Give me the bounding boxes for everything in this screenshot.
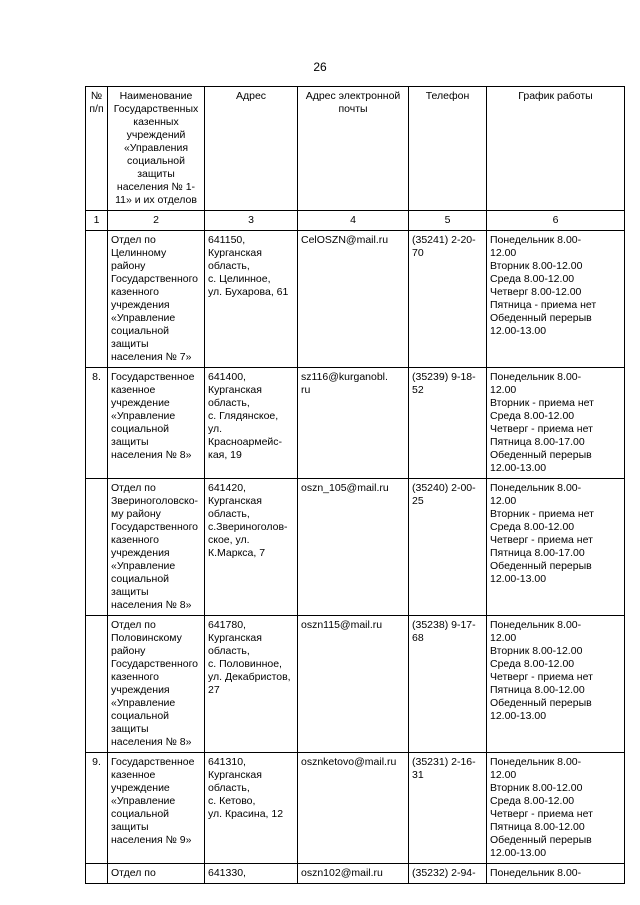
row-schedule: Понедельник 8.00- 12.00 Вторник - приема нет Среда 8.00-12.00 Четверг - приема нет Пятница 8.00-17.00 Обеденный перерыв 12.00-13.00 bbox=[487, 368, 625, 479]
row-email: oszn_105@mail.ru bbox=[298, 479, 409, 616]
row-phone: (35240) 2-00- 25 bbox=[409, 479, 487, 616]
row-schedule: Понедельник 8.00- 12.00 Вторник - приема нет Среда 8.00-12.00 Четверг - приема нет Пятница 8.00-17.00 Обеденный перерыв 12.00-13.00 bbox=[487, 479, 625, 616]
header-schedule: График работы bbox=[487, 87, 625, 211]
row-address: 641780, Курганская область, с. Половинное, ул. Декабристов, 27 bbox=[205, 616, 298, 753]
header-email: Адрес электронной почты bbox=[298, 87, 409, 211]
column-number: 6 bbox=[487, 211, 625, 231]
row-num: 9. bbox=[86, 753, 108, 864]
column-number-row bbox=[86, 211, 625, 231]
table-row bbox=[86, 753, 625, 864]
header-phone: Телефон bbox=[409, 87, 487, 211]
table-row bbox=[86, 616, 625, 753]
table-row bbox=[86, 864, 625, 884]
institutions-table bbox=[85, 86, 625, 884]
table-header-row bbox=[86, 87, 625, 211]
row-name: Отдел по bbox=[108, 864, 205, 884]
row-num bbox=[86, 864, 108, 884]
row-num: 8. bbox=[86, 368, 108, 479]
row-name: Отдел по Половинскому району Государственного казенного учреждения «Управление социальной защиты населения № 8» bbox=[108, 616, 205, 753]
header-address: Адрес bbox=[205, 87, 298, 211]
column-number: 3 bbox=[205, 211, 298, 231]
row-num bbox=[86, 479, 108, 616]
row-num bbox=[86, 616, 108, 753]
row-email: oszn102@mail.ru bbox=[298, 864, 409, 884]
page-number: 26 bbox=[313, 60, 327, 74]
row-name: Отдел по Целинному району Государственного казенного учреждения «Управление социальной защиты населения № 7» bbox=[108, 231, 205, 368]
row-num bbox=[86, 231, 108, 368]
row-email: oszn115@mail.ru bbox=[298, 616, 409, 753]
header-num: № п/п bbox=[86, 87, 108, 211]
row-schedule: Понедельник 8.00- bbox=[487, 864, 625, 884]
column-number: 5 bbox=[409, 211, 487, 231]
row-address: 641310, Курганская область, с. Кетово, ул. Красина, 12 bbox=[205, 753, 298, 864]
row-schedule: Понедельник 8.00- 12.00 Вторник 8.00-12.00 Среда 8.00-12.00 Четверг 8.00-12.00 Пятница - приема нет Обеденный перерыв 12.00-13.00 bbox=[487, 231, 625, 368]
row-address: 641400, Курганская область, с. Глядянское, ул. Красноармейс- кая, 19 bbox=[205, 368, 298, 479]
header-name: Наименование Государственных казенных учреждений «Управления социальной защиты населения № 1- 11» и их отделов bbox=[108, 87, 205, 211]
table-row bbox=[86, 479, 625, 616]
row-address: 641420, Курганская область, с.Звериноголов- ское, ул. К.Маркса, 7 bbox=[205, 479, 298, 616]
row-address: 641150, Курганская область, с. Целинное, ул. Бухарова, 61 bbox=[205, 231, 298, 368]
column-number: 4 bbox=[298, 211, 409, 231]
row-email: osznketovo@mail.ru bbox=[298, 753, 409, 864]
row-name: Государственное казенное учреждение «Управление социальной защиты населения № 8» bbox=[108, 368, 205, 479]
row-name: Отдел по Звериноголовско- му району Государственного казенного учреждения «Управление социальной защиты населения № 8» bbox=[108, 479, 205, 616]
row-phone: (35241) 2-20- 70 bbox=[409, 231, 487, 368]
row-email: CelOSZN@mail.ru bbox=[298, 231, 409, 368]
row-email: sz116@kurganobl. ru bbox=[298, 368, 409, 479]
row-phone: (35238) 9-17- 68 bbox=[409, 616, 487, 753]
column-number: 1 bbox=[86, 211, 108, 231]
row-schedule: Понедельник 8.00- 12.00 Вторник 8.00-12.00 Среда 8.00-12.00 Четверг - приема нет Пятница 8.00-12.00 Обеденный перерыв 12.00-13.00 bbox=[487, 753, 625, 864]
row-address: 641330, bbox=[205, 864, 298, 884]
row-phone: (35232) 2-94- bbox=[409, 864, 487, 884]
row-phone: (35231) 2-16- 31 bbox=[409, 753, 487, 864]
row-name: Государственное казенное учреждение «Управление социальной защиты населения № 9» bbox=[108, 753, 205, 864]
table-row bbox=[86, 368, 625, 479]
row-schedule: Понедельник 8.00- 12.00 Вторник 8.00-12.00 Среда 8.00-12.00 Четверг - приема нет Пятница 8.00-12.00 Обеденный перерыв 12.00-13.00 bbox=[487, 616, 625, 753]
table-row bbox=[86, 231, 625, 368]
column-number: 2 bbox=[108, 211, 205, 231]
row-phone: (35239) 9-18- 52 bbox=[409, 368, 487, 479]
